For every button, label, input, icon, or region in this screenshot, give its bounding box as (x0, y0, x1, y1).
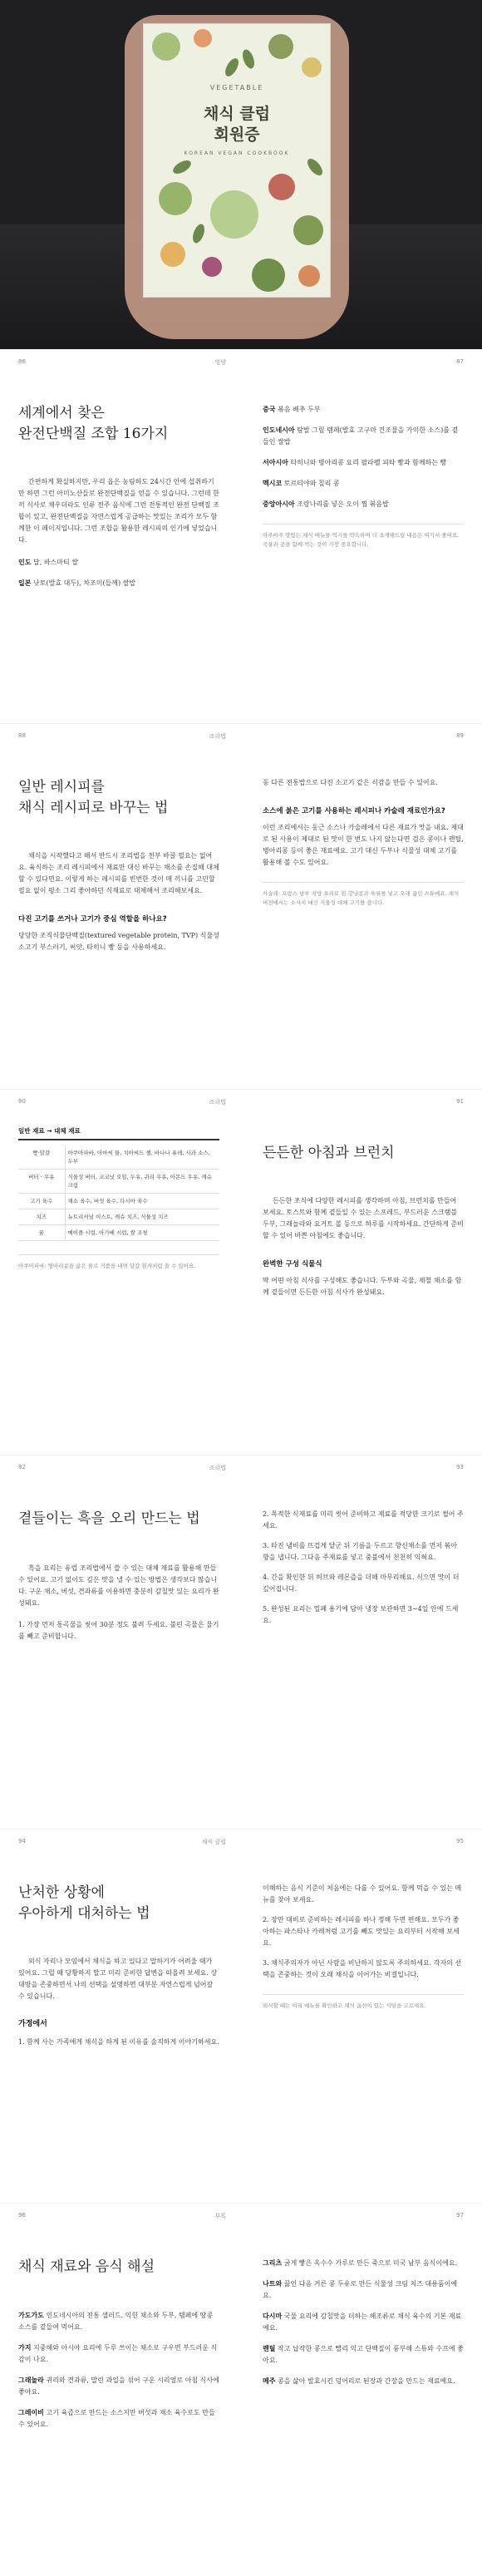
table-row: 빵·달걀 아쿠아파바, 아마씨 물, 치아씨드 젤, 바나나 퓨레, 사과 소스, 두부 (18, 1145, 219, 1170)
page-number-left: 92 (18, 1464, 26, 1470)
page-number-right: 91 (456, 1098, 464, 1105)
intro-paragraph: 외식 자리나 모임에서 채식을 하고 있다고 말하기가 어려울 때가 있어요. 그럴 때 당황하지 말고 미리 준비한 답변을 떠올려 보세요. 상대방을 존중하면서 나의 선택을 설명하면 대부분 자연스럽게 넘어갈 수 있습니다. (18, 1958, 218, 2000)
continued-text: 동 다른 전통밥으로 다진 소고기 같은 식감을 만들 수 있어요. (263, 779, 438, 786)
running-header (18, 1838, 464, 1849)
glossary-entry: 메주 콩을 삶아 발효시킨 덩어리로 된장과 간장을 만드는 재료예요. (263, 2377, 455, 2385)
running-header (18, 1098, 464, 1110)
page-title: 채식 재료와 음식 해설 (18, 2258, 155, 2275)
glossary-entry: 렌틸 작고 납작한 콩으로 빨리 익고 단백질이 풍부해 스튜와 수프에 좋아요. (263, 2344, 464, 2364)
page-title: 든든한 아침과 브런치 (263, 1145, 395, 1161)
table-caption: 일반 재료 → 대체 재료 (18, 1126, 219, 1140)
question: 소스에 붉은 고기를 사용하는 레시피나 카술레 재료인가요? (263, 807, 445, 815)
book-title-line1: 채식 클럽 (203, 105, 271, 123)
glossary-entry: 그리츠 굵게 빻은 옥수수 가루로 만든 죽으로 미국 남부 음식이에요. (263, 2258, 458, 2267)
glossary-entry: 나트와 끓인 다음 거른 콩 두유로 만든 식물성 크림 치즈 대용품이에요. (263, 2279, 458, 2299)
page-number-left: 96 (18, 2212, 26, 2219)
page-number-left: 88 (18, 732, 26, 739)
list-item: 일본 낫토(발효 대두), 차조미(들깨) 쌀밥 (18, 579, 136, 587)
page-title (18, 403, 219, 445)
book-cover (143, 23, 331, 298)
list-item: 멕시코 토르티야와 칠리 콩 (263, 479, 340, 487)
answer: 딱 어떤 아침 식사를 구성해도 좋습니다. 두부와 곡물, 제철 채소를 함께 곁들이면 든든한 아침 식사가 완성돼요. (263, 1277, 462, 1296)
section-left: 영양 (214, 359, 226, 366)
section-left: 조리법 (209, 1465, 226, 1471)
page-number-right: 97 (456, 2212, 464, 2219)
step: 3. 타진 냄비를 뜨겁게 달군 뒤 기름을 두르고 향신채소를 먼저 볶아 향을 냅니다. 그다음 주재료를 넣고 중불에서 천천히 익혀요. (263, 1542, 457, 1561)
glossary-entry: 다시마 국물 요리에 감칠맛을 더하는 해조류로 채식 육수의 기본 재료예요. (263, 2312, 462, 2332)
question-block (263, 1258, 464, 1298)
step: 2. 목적한 식재료를 미리 씻어 준비하고 재료를 적당한 크기로 썰어 주세요. (263, 1510, 464, 1529)
list-item: 인도 달, 바스마티 쌀 (18, 558, 79, 566)
running-header (18, 732, 464, 744)
footnote: 외식할 때는 미리 메뉴를 확인하고 채식 옵션이 있는 식당을 고르세요. (263, 1994, 464, 2011)
section-left: 조리법 (209, 1099, 226, 1106)
book-subtitle: KOREAN VEGAN COOKBOOK (184, 150, 290, 156)
book-title (144, 104, 330, 145)
page-number-left: 94 (18, 1838, 26, 1845)
glossary-entry: 가지 지중해와 아시아 요리에 두루 쓰이는 채소로 구우면 부드러운 식감이 나요. (18, 2343, 218, 2363)
spread-complete-protein (0, 349, 482, 723)
page-number-right: 87 (456, 358, 464, 365)
title-line1: 세계에서 찾은 (18, 405, 105, 421)
spread-convert-recipes (0, 723, 482, 1089)
section-left: 조리법 (209, 733, 226, 740)
step: 5. 완성된 요리는 밀폐 용기에 담아 냉장 보관하면 3~4일 안에 드세요. (263, 1605, 459, 1624)
step: 1. 가장 먼저 통곡물을 씻어 30분 정도 불려 두세요. 불린 곡물은 물기를 빼고 준비합니다. (18, 1621, 219, 1640)
book-kicker: VEGETABLE (209, 84, 264, 91)
glossary-entry: 그래놀라 귀리와 견과류, 말린 과일을 섞어 구운 시리얼로 아침 식사에 좋아요. (18, 2376, 219, 2396)
continued-text: 이해하는 음식 기준이 처음에는 다를 수 있어요. 함께 먹을 수 있는 메뉴를 찾아 보세요. (263, 1884, 462, 1904)
page-title (18, 777, 219, 819)
page-number-left: 90 (18, 1098, 26, 1105)
page-number-right: 95 (456, 1838, 464, 1845)
footnote: 아주아주 맛있는 채식 메뉴를 먹기를 약속하며 더 소개해드릴 내용은 여기서 줄여요. 곡물과 콩을 함께 먹는 것이 가장 중요합니다. (263, 524, 464, 549)
list-item: 인도네시아 탐발 그릴 템페(발효 고구마 건조물을 가미한 소스)를 곁들인 쌀밥 (263, 426, 459, 446)
intro-paragraph: 채식을 시작했다고 해서 반드시 조리법을 전부 바꿀 필요는 없어요. 육식하는 조리 레시피에서 재료만 대신 바꾸는 채소를 손질해 대체할 수 있다면요. 이렇게 하는 레시피를 빈번한 것이 매 끼니를 고민할 필요 없이 평소 그리 좋아하던 식재료로 대체해서 조리해보세요. (18, 852, 219, 894)
step: 3. 채식주의자가 아닌 사람을 비난하지 않도록 주의하세요. 각자의 선택을 존중하는 것이 오래 채식을 이어가는 비결입니다. (263, 1959, 462, 1978)
answer: 이런 조리에서는 둥근 소스나 카술레에서 다른 재료가 맛을 내요. 제대로 된 사용이 제대로 된 맛이 한 번도 나지 않는다면 검은 콩이나 렌틸, 병아리콩 등이 좋은 재료예요. 고기 대신 두부나 식물성 대체 고기를 활용해 볼 수도 있어요. (263, 824, 464, 866)
question: 다진 고기를 쓰거나 고기가 중심 역할을 하나요? (18, 915, 167, 924)
section-left: 채식 클럽 (201, 1839, 226, 1845)
section-left: 부록 (214, 2213, 226, 2219)
intro-paragraph: 든든한 조식에 다양한 레시피를 생각하며 아침, 브런치를 만들어 보세요. 토스트와 함께 곁들일 수 있는 스프레드, 부드러운 스크램블 두부, 그래놀라와 요거트 볼 등으로 하루를 시작하세요. 간단하게 준비할 수 있어 바쁜 아침에도 좋습니다. (263, 1197, 464, 1239)
title-line1: 난처한 상황에 (18, 1884, 105, 1901)
table-row: 고기 육수 채소 육수, 버섯 육수, 다시마 육수 (18, 1194, 219, 1209)
list-item: 서아시아 타히니와 병아리콩 요리 팔라펠 피타 빵과 함께하는 빵 (263, 458, 447, 466)
subheading: 가정에서 (18, 2020, 47, 2028)
footnote: 아쿠아파바: 병아리콩을 삶은 물로 거품을 내면 달걀 흰자처럼 쓸 수 있어요. (18, 1254, 219, 1271)
answer: 당당한 조직식물단백질(textured vegetable protein, TVP) 식물성 소고기 부스러기, 씨앗, 타히니 빵 등을 사용하세요. (18, 932, 219, 951)
question-block (263, 805, 464, 869)
step: 4. 간을 확인한 뒤 허브와 레몬즙을 더해 마무리해요. 식으면 맛이 더 깊어집니다. (263, 1574, 460, 1593)
page-number-right: 89 (456, 732, 464, 739)
title-line2: 완전단백질 조합 16가지 (18, 426, 169, 442)
running-header (18, 1464, 464, 1475)
book-title-line2: 회원증 (214, 126, 260, 144)
step: 1. 함께 사는 가족에게 채식을 하게 된 이유를 솔직하게 이야기하세요. (18, 2038, 219, 2046)
page-number-left: 86 (18, 358, 26, 365)
list-item: 중국 볶음 배추 두부 (263, 405, 321, 413)
question-block (18, 914, 219, 953)
title-line1: 일반 레시피를 (18, 779, 105, 795)
intro-paragraph: 흑을 요리는 유럽 조리법에서 쓸 수 있는 대체 재료를 활용해 만들 수 있어요. 고기 없이도 깊은 맛을 낼 수 있는 방법은 생각보다 많습니다. 구운 채소, 버섯, 견과류를 이용하면 충분히 감칠맛 있는 요리가 완성돼요. (18, 1564, 219, 1607)
step: 2. 장만 대비로 준비하는 레시피를 하나 정해 두면 편해요. 모두가 좋아하는 파스타나 카레처럼 고기를 빼도 맛있는 요리부터 시작해 보세요. (263, 1916, 460, 1947)
running-header (18, 2212, 464, 2224)
table-row: 버터 · 우유 식물성 버터, 코코넛 오일, 두유, 귀리 우유, 아몬드 우유, 캐슈 크림 (18, 1170, 219, 1194)
list-item: 중앙아시아 조랑나리를 넣은 오이 찜 볶음밥 (263, 500, 389, 508)
page-title (18, 1883, 219, 1924)
title-line2: 우아하게 대처하는 법 (18, 1905, 150, 1922)
intro-paragraph: 간편하게 확실하지만, 우리 옵은 농림하도 24시간 안에 섭취하기만 하면 그런 아미노산들로 완전단백질을 얻을 수 있습니다. 그런데 한 끼 식사로 채우더라도 인류 전주 음식에 그런 전통적인 완전 단백질 조합이 있고, 완전단백질을 자연스럽게 공급하는 맛있는 조리가 모두 함께한 이 페이지입니다. 그런 조합을 활용한 레시피의 인기에 넣었습니다. (18, 478, 219, 544)
page-title: 곁들이는 흑을 오리 만드는 법 (18, 1510, 200, 1527)
table-row: 치즈 뉴트리셔널 이스트, 캐슈 치즈, 식물성 치즈 (18, 1209, 219, 1225)
spread-side-dishes (0, 1455, 482, 1829)
table-row: 꿀 메이플 시럽, 아가베 시럽, 쌀 조청 (18, 1225, 219, 1241)
title-line2: 채식 레시피로 바꾸는 법 (18, 800, 169, 816)
page-number-right: 93 (456, 1464, 464, 1470)
glossary-entry: 가도가도 인도네시아의 전통 샐러드. 익힌 채소와 두부, 템페에 땅콩 소스를 곁들여 먹어요. (18, 2311, 214, 2331)
hero-photo (0, 0, 482, 349)
substitute-table (18, 1145, 219, 1241)
spread-awkward-situations (0, 1829, 482, 2203)
spread-glossary (0, 2203, 482, 2576)
question: 완벽한 구성 식물식 (263, 1260, 322, 1268)
glossary-entry: 그레이비 고기 육즙으로 만드는 소스지만 버섯과 채소 육수로도 만들 수 있어요. (18, 2408, 215, 2428)
running-header (18, 358, 464, 370)
spread-substitutes (0, 1089, 482, 1455)
footnote: 카술레: 프랑스 남부 지방 요리로 흰 강낭콩과 육류를 넣고 오래 끓인 스튜예요. 채식 버전에서는 소시지 대신 식물성 대체 고기를 씁니다. (263, 882, 464, 908)
